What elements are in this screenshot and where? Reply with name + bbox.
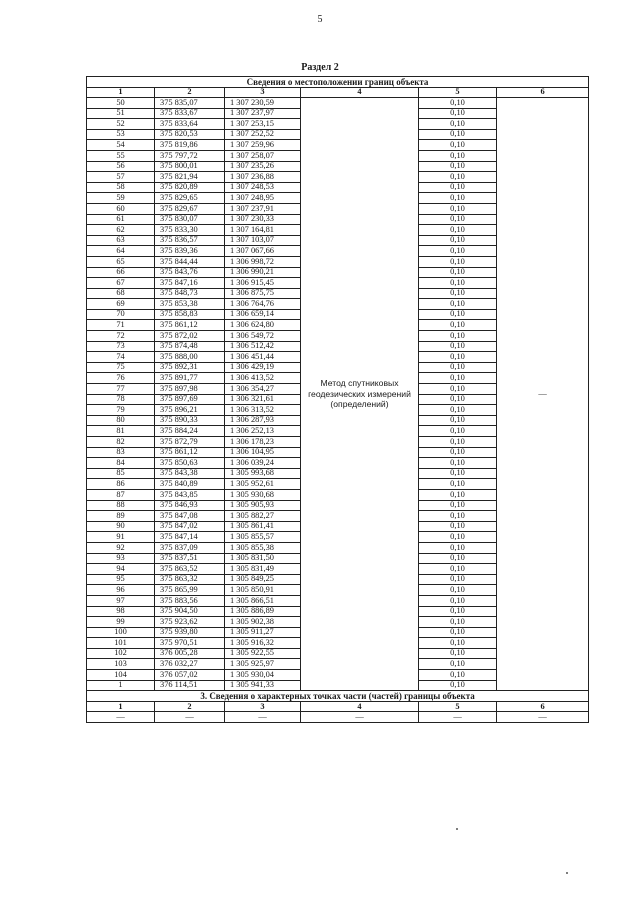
section-title: Раздел 2 xyxy=(301,62,339,73)
column-header: 2 xyxy=(155,88,225,98)
coordinate-x: 375 863,32 xyxy=(155,574,225,585)
point-number: 58 xyxy=(87,182,155,193)
point-number: 57 xyxy=(87,172,155,183)
accuracy-value: 0,10 xyxy=(419,341,497,352)
coordinate-y: 1 307 236,88 xyxy=(225,172,301,183)
point-number: 61 xyxy=(87,214,155,225)
coordinate-y: 1 306 039,24 xyxy=(225,458,301,469)
coordinate-x: 375 847,02 xyxy=(155,521,225,532)
coordinate-y: 1 306 104,95 xyxy=(225,447,301,458)
point-number: 70 xyxy=(87,309,155,320)
coordinate-y: 1 305 930,68 xyxy=(225,489,301,500)
coordinate-x: 375 892,31 xyxy=(155,362,225,373)
coordinate-y: 1 306 875,75 xyxy=(225,288,301,299)
coordinate-y: 1 305 882,27 xyxy=(225,511,301,522)
column-header: 4 xyxy=(301,88,419,98)
coordinate-y: 1 305 831,50 xyxy=(225,553,301,564)
accuracy-value: 0,10 xyxy=(419,172,497,183)
accuracy-value: 0,10 xyxy=(419,384,497,395)
coordinate-y: 1 307 259,96 xyxy=(225,140,301,151)
accuracy-value: 0,10 xyxy=(419,606,497,617)
coordinate-x: 375 829,67 xyxy=(155,203,225,214)
coordinate-y: 1 306 764,76 xyxy=(225,299,301,310)
point-number: 91 xyxy=(87,532,155,543)
point-number: 101 xyxy=(87,638,155,649)
coordinate-y: 1 305 831,49 xyxy=(225,564,301,575)
accuracy-value: 0,10 xyxy=(419,574,497,585)
coordinate-x: 376 114,51 xyxy=(155,680,225,691)
accuracy-value: 0,10 xyxy=(419,362,497,373)
coordinate-x: 375 829,65 xyxy=(155,193,225,204)
coordinate-x: 375 844,44 xyxy=(155,256,225,267)
coordinate-y: 1 305 925,97 xyxy=(225,659,301,670)
point-number: 102 xyxy=(87,648,155,659)
part-column-header: 6 xyxy=(497,702,589,712)
part-column-header: 5 xyxy=(419,702,497,712)
accuracy-value: 0,10 xyxy=(419,373,497,384)
coordinate-x: 376 005,28 xyxy=(155,648,225,659)
accuracy-value: 0,10 xyxy=(419,405,497,416)
point-number: 65 xyxy=(87,256,155,267)
point-number: 67 xyxy=(87,278,155,289)
accuracy-value: 0,10 xyxy=(419,267,497,278)
accuracy-value: 0,10 xyxy=(419,511,497,522)
coordinate-x: 375 820,89 xyxy=(155,182,225,193)
point-number: 1 xyxy=(87,680,155,691)
coordinate-y: 1 307 253,15 xyxy=(225,119,301,130)
coordinate-x: 376 032,27 xyxy=(155,659,225,670)
point-number: 71 xyxy=(87,320,155,331)
accuracy-value: 0,10 xyxy=(419,150,497,161)
part-column-header: 4 xyxy=(301,702,419,712)
accuracy-value: 0,10 xyxy=(419,98,497,109)
point-number: 93 xyxy=(87,553,155,564)
method-cell: Метод спутниковых геодезических измерений (определений) xyxy=(301,98,419,691)
coordinate-x: 375 846,93 xyxy=(155,500,225,511)
scan-speck xyxy=(456,828,458,830)
point-number: 85 xyxy=(87,468,155,479)
accuracy-value: 0,10 xyxy=(419,595,497,606)
point-number: 79 xyxy=(87,405,155,416)
coordinate-x: 375 923,62 xyxy=(155,617,225,628)
accuracy-value: 0,10 xyxy=(419,479,497,490)
coordinate-x: 375 797,72 xyxy=(155,150,225,161)
coordinate-x: 375 800,01 xyxy=(155,161,225,172)
accuracy-value: 0,10 xyxy=(419,564,497,575)
column-header-row xyxy=(87,88,589,98)
coordinate-y: 1 307 252,52 xyxy=(225,129,301,140)
part-column-header: 3 xyxy=(225,702,301,712)
coordinate-y: 1 306 321,61 xyxy=(225,394,301,405)
coordinate-x: 375 837,51 xyxy=(155,553,225,564)
coordinate-y: 1 305 993,68 xyxy=(225,468,301,479)
coordinate-x: 375 853,38 xyxy=(155,299,225,310)
point-number: 73 xyxy=(87,341,155,352)
coordinate-x: 375 970,51 xyxy=(155,638,225,649)
boundary-table xyxy=(86,76,589,723)
coordinate-y: 1 305 952,61 xyxy=(225,479,301,490)
accuracy-value: 0,10 xyxy=(419,585,497,596)
coordinate-x: 375 847,14 xyxy=(155,532,225,543)
accuracy-value: 0,10 xyxy=(419,542,497,553)
point-number: 76 xyxy=(87,373,155,384)
accuracy-value: 0,10 xyxy=(419,256,497,267)
coordinate-x: 375 833,67 xyxy=(155,108,225,119)
point-number: 75 xyxy=(87,362,155,373)
accuracy-value: 0,10 xyxy=(419,108,497,119)
coordinate-x: 375 835,07 xyxy=(155,98,225,109)
part-empty-cell: — xyxy=(301,712,419,723)
accuracy-value: 0,10 xyxy=(419,309,497,320)
coordinate-y: 1 307 235,26 xyxy=(225,161,301,172)
point-number: 96 xyxy=(87,585,155,596)
coordinate-x: 375 833,64 xyxy=(155,119,225,130)
coordinate-x: 375 896,21 xyxy=(155,405,225,416)
page-number: 5 xyxy=(317,14,323,25)
coordinate-x: 375 820,53 xyxy=(155,129,225,140)
accuracy-value: 0,10 xyxy=(419,394,497,405)
coordinate-y: 1 306 915,45 xyxy=(225,278,301,289)
accuracy-value: 0,10 xyxy=(419,331,497,342)
coordinate-y: 1 306 998,72 xyxy=(225,256,301,267)
accuracy-value: 0,10 xyxy=(419,288,497,299)
point-number: 88 xyxy=(87,500,155,511)
coordinate-x: 375 836,57 xyxy=(155,235,225,246)
point-number: 54 xyxy=(87,140,155,151)
point-number: 100 xyxy=(87,627,155,638)
point-number: 66 xyxy=(87,267,155,278)
accuracy-value: 0,10 xyxy=(419,437,497,448)
point-number: 97 xyxy=(87,595,155,606)
scan-speck xyxy=(566,872,568,874)
coordinate-y: 1 305 905,93 xyxy=(225,500,301,511)
part-column-header: 2 xyxy=(155,702,225,712)
coordinate-x: 375 897,69 xyxy=(155,394,225,405)
coordinate-y: 1 306 354,27 xyxy=(225,384,301,395)
coordinate-y: 1 305 855,38 xyxy=(225,542,301,553)
accuracy-value: 0,10 xyxy=(419,648,497,659)
coordinate-x: 375 837,09 xyxy=(155,542,225,553)
point-number: 78 xyxy=(87,394,155,405)
coordinate-y: 1 306 624,80 xyxy=(225,320,301,331)
point-number: 59 xyxy=(87,193,155,204)
coordinate-x: 375 939,80 xyxy=(155,627,225,638)
coordinate-y: 1 306 659,14 xyxy=(225,309,301,320)
point-number: 94 xyxy=(87,564,155,575)
point-number: 87 xyxy=(87,489,155,500)
coordinate-x: 375 861,12 xyxy=(155,320,225,331)
point-number: 56 xyxy=(87,161,155,172)
coordinate-x: 375 883,56 xyxy=(155,595,225,606)
coordinate-x: 375 865,99 xyxy=(155,585,225,596)
point-number: 80 xyxy=(87,415,155,426)
coordinate-x: 376 057,02 xyxy=(155,670,225,681)
point-number: 90 xyxy=(87,521,155,532)
accuracy-value: 0,10 xyxy=(419,129,497,140)
accuracy-value: 0,10 xyxy=(419,447,497,458)
point-number: 89 xyxy=(87,511,155,522)
coordinate-y: 1 307 230,33 xyxy=(225,214,301,225)
table-row xyxy=(87,98,589,109)
coordinate-x: 375 863,52 xyxy=(155,564,225,575)
coordinate-x: 375 861,12 xyxy=(155,447,225,458)
point-number: 68 xyxy=(87,288,155,299)
coordinate-y: 1 305 902,38 xyxy=(225,617,301,628)
column-header: 1 xyxy=(87,88,155,98)
coordinate-y: 1 305 866,51 xyxy=(225,595,301,606)
coordinate-y: 1 307 237,97 xyxy=(225,108,301,119)
accuracy-value: 0,10 xyxy=(419,140,497,151)
point-number: 95 xyxy=(87,574,155,585)
coordinate-y: 1 306 549,72 xyxy=(225,331,301,342)
coordinate-y: 1 307 248,95 xyxy=(225,193,301,204)
coordinate-y: 1 305 916,32 xyxy=(225,638,301,649)
accuracy-value: 0,10 xyxy=(419,532,497,543)
point-number: 98 xyxy=(87,606,155,617)
accuracy-value: 0,10 xyxy=(419,161,497,172)
coordinate-y: 1 306 512,42 xyxy=(225,341,301,352)
coordinate-y: 1 305 861,41 xyxy=(225,521,301,532)
accuracy-value: 0,10 xyxy=(419,458,497,469)
coordinate-x: 375 821,94 xyxy=(155,172,225,183)
coordinate-x: 375 884,24 xyxy=(155,426,225,437)
coordinate-y: 1 306 252,13 xyxy=(225,426,301,437)
column-header: 6 xyxy=(497,88,589,98)
point-number: 63 xyxy=(87,235,155,246)
accuracy-value: 0,10 xyxy=(419,299,497,310)
coordinate-y: 1 307 103,07 xyxy=(225,235,301,246)
coordinate-y: 1 307 237,91 xyxy=(225,203,301,214)
point-number: 62 xyxy=(87,225,155,236)
point-number: 72 xyxy=(87,331,155,342)
point-number: 92 xyxy=(87,542,155,553)
coordinate-y: 1 306 313,52 xyxy=(225,405,301,416)
coordinate-x: 375 819,86 xyxy=(155,140,225,151)
coordinate-y: 1 307 258,07 xyxy=(225,150,301,161)
coordinate-x: 375 843,76 xyxy=(155,267,225,278)
point-number: 60 xyxy=(87,203,155,214)
coordinate-y: 1 306 990,21 xyxy=(225,267,301,278)
accuracy-value: 0,10 xyxy=(419,225,497,236)
part-table-row xyxy=(87,712,589,723)
accuracy-value: 0,10 xyxy=(419,182,497,193)
coordinate-y: 1 306 413,52 xyxy=(225,373,301,384)
coordinate-x: 375 843,85 xyxy=(155,489,225,500)
coordinate-x: 375 833,30 xyxy=(155,225,225,236)
point-number: 104 xyxy=(87,670,155,681)
accuracy-value: 0,10 xyxy=(419,119,497,130)
table-title: Сведения о местоположении границ объекта xyxy=(87,77,589,88)
accuracy-value: 0,10 xyxy=(419,246,497,257)
coordinate-x: 375 904,50 xyxy=(155,606,225,617)
coordinate-x: 375 843,38 xyxy=(155,468,225,479)
coordinate-y: 1 305 886,89 xyxy=(225,606,301,617)
part-empty-cell: — xyxy=(87,712,155,723)
accuracy-value: 0,10 xyxy=(419,278,497,289)
coordinate-y: 1 307 067,66 xyxy=(225,246,301,257)
coordinate-y: 1 305 911,27 xyxy=(225,627,301,638)
point-number: 69 xyxy=(87,299,155,310)
point-number: 77 xyxy=(87,384,155,395)
point-number: 52 xyxy=(87,119,155,130)
coordinate-x: 375 874,48 xyxy=(155,341,225,352)
accuracy-value: 0,10 xyxy=(419,193,497,204)
coordinate-y: 1 307 164,81 xyxy=(225,225,301,236)
accuracy-value: 0,10 xyxy=(419,617,497,628)
point-number: 53 xyxy=(87,129,155,140)
coordinate-y: 1 305 922,55 xyxy=(225,648,301,659)
accuracy-value: 0,10 xyxy=(419,320,497,331)
coordinate-y: 1 305 941,33 xyxy=(225,680,301,691)
column-6-value: — xyxy=(497,98,589,691)
accuracy-value: 0,10 xyxy=(419,468,497,479)
coordinate-y: 1 307 230,59 xyxy=(225,98,301,109)
coordinate-x: 375 891,77 xyxy=(155,373,225,384)
coordinate-x: 375 888,00 xyxy=(155,352,225,363)
point-number: 64 xyxy=(87,246,155,257)
accuracy-value: 0,10 xyxy=(419,203,497,214)
accuracy-value: 0,10 xyxy=(419,214,497,225)
part-table-title: 3. Сведения о характерных точках части (частей) границы объекта xyxy=(87,691,589,702)
accuracy-value: 0,10 xyxy=(419,489,497,500)
column-header: 5 xyxy=(419,88,497,98)
coordinate-x: 375 830,07 xyxy=(155,214,225,225)
point-number: 51 xyxy=(87,108,155,119)
point-number: 81 xyxy=(87,426,155,437)
part-column-header-row xyxy=(87,702,589,712)
coordinate-y: 1 305 855,57 xyxy=(225,532,301,543)
accuracy-value: 0,10 xyxy=(419,680,497,691)
coordinate-y: 1 306 287,93 xyxy=(225,415,301,426)
point-number: 84 xyxy=(87,458,155,469)
coordinate-x: 375 848,73 xyxy=(155,288,225,299)
point-number: 55 xyxy=(87,150,155,161)
coordinate-x: 375 847,16 xyxy=(155,278,225,289)
part-empty-cell: — xyxy=(497,712,589,723)
accuracy-value: 0,10 xyxy=(419,521,497,532)
coordinate-y: 1 306 451,44 xyxy=(225,352,301,363)
accuracy-value: 0,10 xyxy=(419,638,497,649)
coordinate-x: 375 840,89 xyxy=(155,479,225,490)
point-number: 86 xyxy=(87,479,155,490)
point-number: 82 xyxy=(87,437,155,448)
point-number: 103 xyxy=(87,659,155,670)
accuracy-value: 0,10 xyxy=(419,415,497,426)
point-number: 83 xyxy=(87,447,155,458)
coordinate-y: 1 305 849,25 xyxy=(225,574,301,585)
coordinate-y: 1 306 429,19 xyxy=(225,362,301,373)
accuracy-value: 0,10 xyxy=(419,500,497,511)
part-empty-cell: — xyxy=(155,712,225,723)
coordinate-x: 375 897,98 xyxy=(155,384,225,395)
part-empty-cell: — xyxy=(419,712,497,723)
accuracy-value: 0,10 xyxy=(419,659,497,670)
accuracy-value: 0,10 xyxy=(419,235,497,246)
point-number: 99 xyxy=(87,617,155,628)
point-number: 50 xyxy=(87,98,155,109)
point-number: 74 xyxy=(87,352,155,363)
coordinate-y: 1 306 178,23 xyxy=(225,437,301,448)
coordinate-x: 375 850,63 xyxy=(155,458,225,469)
coordinate-y: 1 305 850,91 xyxy=(225,585,301,596)
coordinate-x: 375 872,79 xyxy=(155,437,225,448)
accuracy-value: 0,10 xyxy=(419,352,497,363)
coordinate-y: 1 307 248,53 xyxy=(225,182,301,193)
accuracy-value: 0,10 xyxy=(419,426,497,437)
coordinate-x: 375 839,36 xyxy=(155,246,225,257)
column-header: 3 xyxy=(225,88,301,98)
coordinate-x: 375 890,33 xyxy=(155,415,225,426)
accuracy-value: 0,10 xyxy=(419,553,497,564)
coordinate-x: 375 858,83 xyxy=(155,309,225,320)
accuracy-value: 0,10 xyxy=(419,627,497,638)
coordinate-y: 1 305 930,04 xyxy=(225,670,301,681)
part-empty-cell: — xyxy=(225,712,301,723)
accuracy-value: 0,10 xyxy=(419,670,497,681)
coordinate-x: 375 872,02 xyxy=(155,331,225,342)
coordinate-x: 375 847,08 xyxy=(155,511,225,522)
part-column-header: 1 xyxy=(87,702,155,712)
